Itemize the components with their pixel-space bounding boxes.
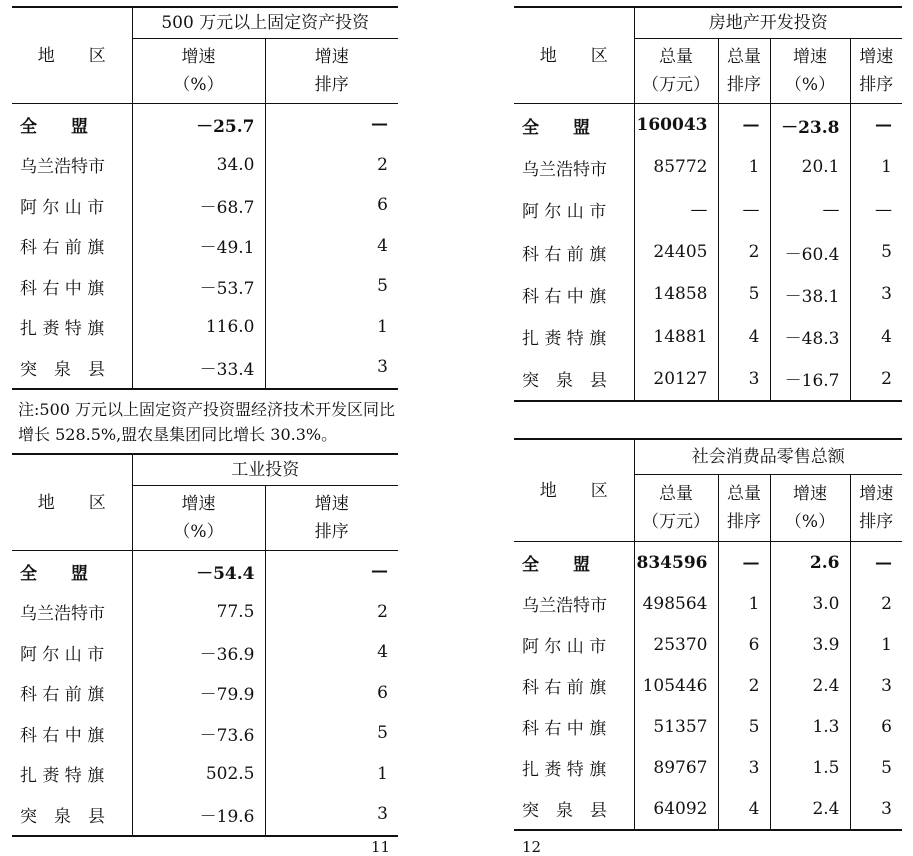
table-row [514,624,902,665]
region-cell: 扎 赉 特 旗 [20,766,105,787]
page-number-left: 11 [371,838,391,856]
table-row [12,307,398,348]
region-cell: 阿 尔 山 市 [522,202,607,223]
growth-cell: 3.0 [770,583,850,624]
table-row [514,315,902,357]
total-rank-cell: 4 [718,788,770,830]
region-cell: 科 右 前 旗 [20,238,105,259]
total-cell: 498564 [634,583,718,624]
growth-cell: －23.8 [770,104,850,146]
growth-cell: 116.0 [132,307,265,348]
region-cell: 扎 赉 特 旗 [20,319,105,340]
total-rank-cell: — [718,542,770,583]
growth-rank-cell: 6 [850,706,902,747]
growth-cell: －38.1 [770,273,850,315]
total-rank-cell: 1 [718,146,770,188]
growth-rank-cell: 1 [850,624,902,665]
growth-cell: 77.5 [132,592,265,633]
region-cell: 阿 尔 山 市 [522,637,607,657]
region-cell: 阿 尔 山 市 [20,644,105,665]
growth-cell: －19.6 [132,794,265,836]
rank-cell: 3 [265,347,398,389]
region-cell: 全 盟 [522,555,590,575]
table-row [514,231,902,273]
table-row [12,673,398,714]
total-rank-cell: 5 [718,706,770,747]
real-estate-rows [514,104,902,402]
growth-rank-cell: 3 [850,665,902,706]
growth-cell: — [770,189,850,231]
growth-cell: －60.4 [770,231,850,273]
col-growth-header: 增速 （%） [132,39,265,104]
growth-cell: 1.5 [770,747,850,788]
table-row [12,185,398,226]
retail-rows [514,542,902,831]
rank-cell: 2 [265,592,398,633]
region-cell: 乌兰浩特市 [20,604,105,625]
col-total-header: 总量 （万元） [634,39,718,104]
industrial-rows [12,551,398,837]
col-growth-rank-header: 增速 排序 [850,475,902,542]
total-cell: 160043 [634,104,718,146]
region-cell: 科 右 中 旗 [20,725,105,746]
growth-cell: －33.4 [132,347,265,389]
table-row [12,226,398,267]
rank-cell: 2 [265,145,398,186]
table-title: 工业投资 [132,454,398,486]
col-region-header: 地 区 [514,7,634,104]
col-total-rank-header: 总量 排序 [718,475,770,542]
col-growth-header: 增速 （%） [770,39,850,104]
col-growth-header: 增速 （%） [132,486,265,551]
total-cell: 14881 [634,315,718,357]
fixed-asset-table [12,6,398,104]
region-cell: 突 泉 县 [12,794,132,836]
total-rank-cell: 2 [718,231,770,273]
growth-cell: 2.4 [770,788,850,830]
table-row [12,551,398,592]
table-row [12,754,398,795]
table-row [12,266,398,307]
total-cell: 25370 [634,624,718,665]
col-region-header: 地 区 [12,7,132,104]
table-row [514,665,902,706]
growth-cell: －36.9 [132,632,265,673]
table-row [514,788,902,830]
growth-rank-cell: — [850,104,902,146]
real-estate-table-panel [514,6,902,402]
col-total-rank-header: 总量 排序 [718,39,770,104]
total-cell: 24405 [634,231,718,273]
total-cell: 834596 [634,542,718,583]
total-rank-cell: 4 [718,315,770,357]
region-cell: 乌兰浩特市 [20,157,105,178]
rank-cell: 4 [265,632,398,673]
real-estate-table [514,6,902,104]
table-row [514,189,902,231]
table-row [12,592,398,633]
total-rank-cell: 5 [718,273,770,315]
total-cell: — [634,189,718,231]
table-title: 房地产开发投资 [634,7,902,39]
growth-rank-cell: 3 [850,273,902,315]
col-growth-rank-header: 增速 排序 [850,39,902,104]
table-row [12,794,398,836]
page-number-right: 12 [522,838,542,856]
total-cell: 105446 [634,665,718,706]
region-cell: 突 泉 县 [12,347,132,389]
fixed-asset-table-panel [12,6,398,390]
growth-cell: －79.9 [132,673,265,714]
total-rank-cell: 1 [718,583,770,624]
region-cell: 阿 尔 山 市 [20,197,105,218]
rank-cell: 3 [265,794,398,836]
table-row [12,104,398,145]
growth-rank-cell: 5 [850,231,902,273]
table-row [514,706,902,747]
rank-cell: 6 [265,673,398,714]
growth-cell: －53.7 [132,266,265,307]
table-title: 社会消费品零售总额 [634,439,902,475]
region-cell: 扎 赉 特 旗 [522,329,607,350]
total-cell: 64092 [634,788,718,830]
growth-cell: －54.4 [132,551,265,592]
total-rank-cell: 2 [718,665,770,706]
growth-cell: 2.6 [770,542,850,583]
growth-cell: 34.0 [132,145,265,186]
region-cell: 全 盟 [522,117,590,138]
total-cell: 14858 [634,273,718,315]
col-region-header: 地 区 [514,439,634,542]
total-rank-cell: — [718,189,770,231]
region-cell: 乌兰浩特市 [522,159,607,180]
region-cell: 突 泉 县 [522,371,607,392]
growth-rank-cell: 4 [850,315,902,357]
region-cell: 科 右 前 旗 [522,244,607,265]
table-row [514,583,902,624]
growth-rank-cell: 2 [850,358,902,401]
retail-table [514,438,902,542]
region-cell: 科 右 前 旗 [522,678,607,698]
col-region-header: 地 区 [12,454,132,551]
total-cell: 20127 [634,358,718,401]
rank-cell: 1 [265,307,398,348]
growth-cell: －16.7 [770,358,850,401]
rank-cell: 6 [265,185,398,226]
table-row [514,542,902,583]
table-row [12,632,398,673]
growth-rank-cell: 3 [850,788,902,830]
col-growth-header: 增速 （%） [770,475,850,542]
total-cell: 89767 [634,747,718,788]
table-row [12,347,398,389]
rank-cell: 4 [265,226,398,267]
growth-cell: －25.7 [132,104,265,145]
col-total-header: 总量 （万元） [634,475,718,542]
table-row [514,747,902,788]
growth-cell: 20.1 [770,146,850,188]
table-row [514,273,902,315]
retail-table-panel [514,438,902,831]
growth-rank-cell: 2 [850,583,902,624]
growth-rank-cell: 5 [850,747,902,788]
growth-cell: 2.4 [770,665,850,706]
growth-cell: －68.7 [132,185,265,226]
region-cell: 扎 赉 特 旗 [522,760,607,780]
region-cell: 科 右 中 旗 [522,286,607,307]
growth-cell: 1.3 [770,706,850,747]
growth-rank-cell: 1 [850,146,902,188]
growth-rank-cell: — [850,189,902,231]
rank-cell: 5 [265,266,398,307]
col-rank-header: 增速 排序 [265,486,398,551]
region-cell: 科 右 中 旗 [20,278,105,299]
total-rank-cell: 6 [718,624,770,665]
growth-cell: －49.1 [132,226,265,267]
col-rank-header: 增速 排序 [265,39,398,104]
growth-cell: 502.5 [132,754,265,795]
growth-cell: －48.3 [770,315,850,357]
table-row [514,146,902,188]
rank-cell: — [265,551,398,592]
region-cell: 科 右 中 旗 [522,719,607,739]
region-cell: 乌兰浩特市 [522,596,607,616]
total-cell: 51357 [634,706,718,747]
region-cell: 突 泉 县 [522,801,607,821]
table-row [514,358,902,401]
industrial-table-panel [12,453,398,837]
region-cell: 科 右 前 旗 [20,685,105,706]
region-cell: 全 盟 [20,116,88,137]
total-rank-cell: 3 [718,358,770,401]
industrial-table [12,453,398,551]
region-cell: 全 盟 [20,563,88,584]
growth-cell: 3.9 [770,624,850,665]
total-cell: 85772 [634,146,718,188]
rank-cell: 1 [265,754,398,795]
total-rank-cell: 3 [718,747,770,788]
rank-cell: — [265,104,398,145]
fixed-asset-body [12,7,398,104]
table-row [12,713,398,754]
fixed-asset-rows [12,104,398,390]
table-row [12,145,398,186]
rank-cell: 5 [265,713,398,754]
growth-cell: －73.6 [132,713,265,754]
table-row [514,104,902,146]
total-rank-cell: — [718,104,770,146]
table-title: 500 万元以上固定资产投资 [132,7,398,39]
fixed-asset-note: 注:500 万元以上固定资产投资盟经济技术开发区同比增长 528.5%,盟农垦集团同比增长 30.3%。 [18,400,396,444]
growth-rank-cell: — [850,542,902,583]
